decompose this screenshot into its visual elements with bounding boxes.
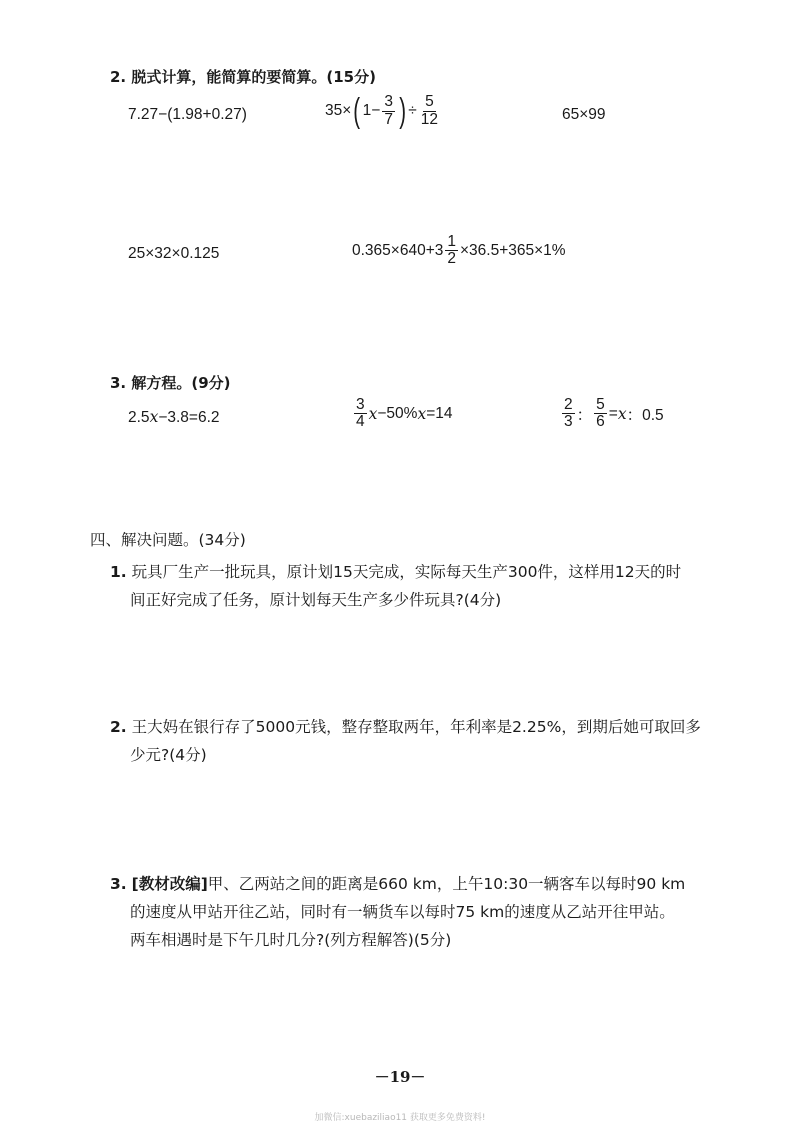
fraction-numerator: 5 (425, 93, 434, 111)
expression-5 (352, 234, 566, 268)
expr2-fraction-1 (382, 94, 395, 128)
question-text: 两车相遇时是下午几时几分?(列方程解答)(5分) (130, 931, 452, 949)
fraction-numerator: 3 (356, 396, 365, 413)
eq3-rest: ：0.5 (626, 406, 664, 424)
question-3 (110, 870, 685, 954)
question-number: 1. (110, 563, 127, 581)
footer-watermark: 加微信:xuebaziliao11 获取更多免费资料! (314, 1113, 486, 1123)
expr2-one: 1− (362, 102, 381, 119)
expr2-prefix: 35× (325, 102, 352, 119)
question-text: 间正好完成了任务，原计划每天生产多少件玩具?(4分) (130, 591, 502, 609)
section3-title: 3. 解方程。(9分) (110, 374, 231, 392)
question-text: 少元?(4分) (130, 746, 207, 764)
expression-1: 7.27−(1.98+0.27) (128, 106, 247, 123)
fraction-denominator: 2 (447, 250, 456, 268)
fraction-numerator: 1 (447, 233, 456, 250)
equation-3 (560, 397, 664, 431)
expr5-fraction (445, 234, 458, 268)
expr2-open-paren: ( (353, 92, 361, 130)
page-number: －19－ (374, 1068, 426, 1086)
expr2-divide: ÷ (408, 102, 417, 119)
expr2-fraction-2 (419, 94, 440, 128)
question-text: 的速度从甲站开往乙站，同时有一辆货车以每时75 km的速度从乙站开往甲站。 (130, 903, 675, 921)
expression-2 (325, 94, 442, 128)
section2-title: 2. 脱式计算，能简算的要简算。(15分) (110, 68, 376, 86)
fraction-numerator: 5 (596, 396, 605, 413)
expression-3: 65×99 (562, 106, 606, 123)
fraction-denominator: 3 (564, 413, 573, 431)
equation-1 (128, 408, 220, 427)
eq2-end: =14 (426, 404, 453, 422)
fraction-denominator: 7 (384, 110, 393, 128)
expr2-close-paren: ) (399, 92, 406, 130)
question-number: 3. (110, 875, 127, 893)
question-text: 王大妈在银行存了5000元钱，整存整取两年，年利率是2.25%，到期后她可取回多 (131, 718, 701, 736)
eq2-variable-2: x (417, 404, 427, 423)
fraction-denominator: 6 (596, 413, 605, 431)
eq1-a: 2.5 (128, 409, 150, 426)
question-tag: [教材改编] (131, 875, 208, 893)
fraction-denominator: 12 (420, 110, 439, 128)
fraction-numerator: 3 (384, 93, 393, 111)
fraction-numerator: 2 (564, 396, 573, 413)
eq3-equals: = (608, 404, 618, 422)
question-1 (110, 558, 681, 614)
question-number: 2. (110, 718, 127, 736)
eq1-b: −3.8=6.2 (158, 409, 220, 426)
eq1-variable: x (149, 408, 159, 426)
eq2-variable-1: x (368, 404, 378, 423)
eq2-mid: −50% (377, 404, 418, 422)
question-text: 玩具厂生产一批玩具，原计划15天完成，实际每天生产300件，这样用12天的时 (131, 563, 682, 581)
eq3-variable: x (617, 404, 627, 423)
eq3-colon: ： (576, 406, 593, 424)
eq3-fraction-1 (562, 397, 575, 431)
question-2 (110, 713, 701, 769)
eq2-fraction (354, 397, 367, 431)
eq3-fraction-2 (594, 397, 607, 431)
question-text: 甲、乙两站之间的距离是660 km，上午10:30一辆客车以每时90 km (207, 875, 686, 893)
expr5-part-a: 0.365×640+3 (352, 241, 444, 259)
equation-2 (352, 397, 453, 431)
part4-title: 四、解决问题。(34分) (90, 531, 246, 549)
expression-4: 25×32×0.125 (128, 245, 220, 262)
fraction-denominator: 4 (356, 413, 365, 431)
expr5-part-b: ×36.5+365×1% (460, 241, 566, 259)
